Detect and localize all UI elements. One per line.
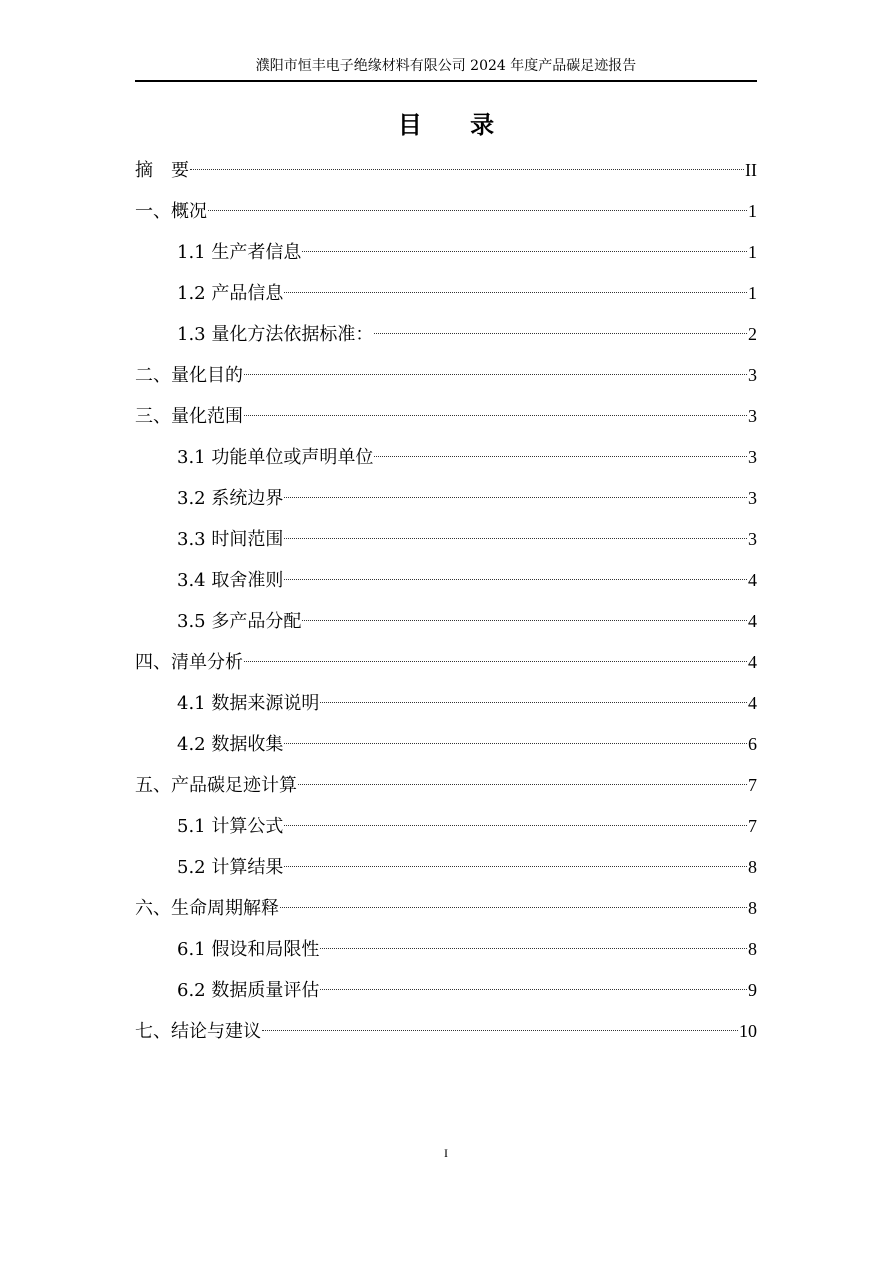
- toc-entry-label: 3.5 多产品分配: [177, 611, 302, 632]
- toc-entry[interactable]: [135, 601, 757, 642]
- toc-entry-label: 3.2 系统边界: [177, 488, 284, 509]
- page-header: 濮阳市恒丰电子绝缘材料有限公司 2024 年度产品碳足迹报告: [255, 58, 637, 74]
- toc-entry-label: 6.1 假设和局限性: [177, 939, 320, 960]
- toc-entry-page: 8: [748, 939, 757, 959]
- toc-leader-dots: [374, 456, 747, 457]
- page-number: I: [444, 1146, 448, 1160]
- toc-leader-dots: [284, 497, 747, 498]
- toc-entry-page: 4: [748, 693, 757, 713]
- toc-leader-dots: [244, 415, 747, 416]
- toc-leader-dots: [284, 825, 747, 826]
- toc-entry[interactable]: [135, 314, 757, 355]
- toc-entry-label: 二、量化目的: [135, 365, 243, 386]
- header-rule: [135, 80, 757, 82]
- toc-entry-label: 4.1 数据来源说明: [177, 693, 320, 714]
- toc-entry[interactable]: [135, 765, 757, 806]
- toc-entry-label: 1.3 量化方法依据标准：: [177, 324, 374, 345]
- toc-leader-dots: [190, 169, 744, 170]
- toc-entry-page: 4: [748, 611, 757, 631]
- toc-entry[interactable]: [135, 806, 757, 847]
- toc-entry-label: 5.2 计算结果: [177, 857, 284, 878]
- toc-leader-dots: [284, 292, 747, 293]
- toc-leader-dots: [374, 333, 747, 334]
- toc-entry[interactable]: [135, 191, 757, 232]
- toc-title: 目 录: [397, 110, 515, 139]
- toc-entry-label: 3.4 取舍准则: [177, 570, 284, 591]
- toc-entry[interactable]: [135, 888, 757, 929]
- toc-entry[interactable]: [135, 396, 757, 437]
- toc-leader-dots: [284, 579, 747, 580]
- toc-entry-page: 7: [748, 775, 757, 795]
- toc-entry-page: 8: [748, 857, 757, 877]
- toc-entry-label: 1.1 生产者信息: [177, 242, 302, 263]
- toc-entry-page: 1: [748, 283, 757, 303]
- toc-entry-label: 一、概况: [135, 201, 207, 222]
- toc-leader-dots: [208, 210, 747, 211]
- toc-entry-page: 9: [748, 980, 757, 1000]
- toc-entry-label: 3.1 功能单位或声明单位: [177, 447, 374, 468]
- toc-entry[interactable]: [135, 929, 757, 970]
- toc-entry-label: 3.3 时间范围: [177, 529, 284, 550]
- toc-entry-page: 4: [748, 570, 757, 590]
- toc-leader-dots: [244, 374, 747, 375]
- toc-leader-dots: [298, 784, 747, 785]
- toc-leader-dots: [302, 620, 747, 621]
- toc-entry-page: 3: [748, 529, 757, 549]
- toc-entry-label: 五、产品碳足迹计算: [135, 775, 297, 796]
- toc-entry[interactable]: [135, 232, 757, 273]
- toc-entry-label: 四、清单分析: [135, 652, 243, 673]
- toc-entry[interactable]: [135, 970, 757, 1011]
- toc-leader-dots: [284, 538, 747, 539]
- toc-entry[interactable]: [135, 683, 757, 724]
- toc-leader-dots: [284, 743, 747, 744]
- table-of-contents: [135, 150, 757, 1052]
- toc-leader-dots: [280, 907, 747, 908]
- toc-entry-page: 6: [748, 734, 757, 754]
- toc-entry[interactable]: [135, 519, 757, 560]
- toc-entry-page: 2: [748, 324, 757, 344]
- toc-entry-label: 4.2 数据收集: [177, 734, 284, 755]
- toc-entry-page: 1: [748, 242, 757, 262]
- toc-leader-dots: [262, 1030, 738, 1031]
- toc-entry-page: 8: [748, 898, 757, 918]
- toc-entry-page: 4: [748, 652, 757, 672]
- toc-entry-label: 三、量化范围: [135, 406, 243, 427]
- toc-entry-page: II: [745, 160, 757, 180]
- toc-entry[interactable]: [135, 355, 757, 396]
- toc-leader-dots: [320, 702, 747, 703]
- toc-entry[interactable]: [135, 478, 757, 519]
- toc-entry[interactable]: [135, 273, 757, 314]
- toc-entry-page: 3: [748, 488, 757, 508]
- toc-entry[interactable]: [135, 560, 757, 601]
- toc-entry[interactable]: [135, 847, 757, 888]
- toc-leader-dots: [320, 989, 747, 990]
- toc-entry-page: 3: [748, 365, 757, 385]
- toc-entry-page: 3: [748, 447, 757, 467]
- toc-entry-label: 摘 要: [135, 160, 189, 181]
- toc-entry[interactable]: [135, 642, 757, 683]
- toc-entry[interactable]: [135, 150, 757, 191]
- toc-entry-label: 六、生命周期解释: [135, 898, 279, 919]
- toc-entry-label: 1.2 产品信息: [177, 283, 284, 304]
- toc-entry-page: 10: [739, 1021, 757, 1041]
- toc-entry-page: 1: [748, 201, 757, 221]
- toc-leader-dots: [244, 661, 747, 662]
- toc-leader-dots: [284, 866, 747, 867]
- toc-entry-label: 5.1 计算公式: [177, 816, 284, 837]
- toc-entry-page: 3: [748, 406, 757, 426]
- toc-entry-label: 6.2 数据质量评估: [177, 980, 320, 1001]
- toc-entry-page: 7: [748, 816, 757, 836]
- toc-entry-label: 七、结论与建议: [135, 1021, 261, 1042]
- toc-entry[interactable]: [135, 724, 757, 765]
- toc-entry[interactable]: [135, 437, 757, 478]
- toc-leader-dots: [302, 251, 747, 252]
- toc-entry[interactable]: [135, 1011, 757, 1052]
- toc-leader-dots: [320, 948, 747, 949]
